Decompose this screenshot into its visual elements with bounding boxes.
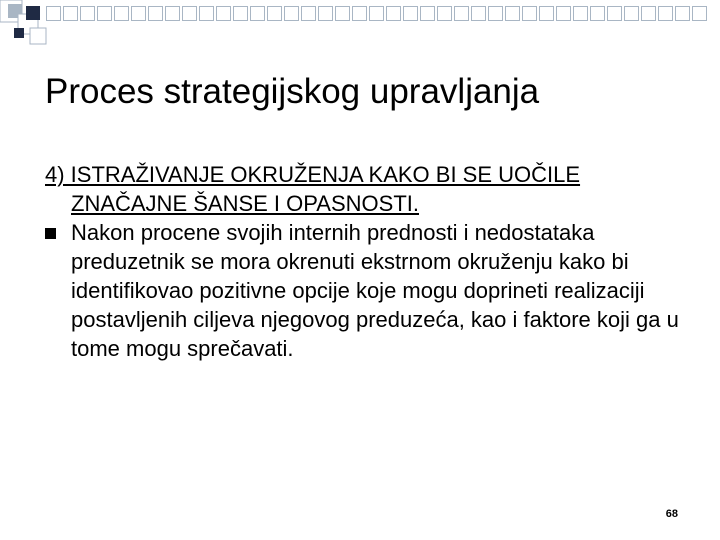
bullet-text: Nakon procene svojih internih prednosti i nedostataka preduzetnik se mora okrenuti ekstrnom okruženju kako bi identifikovao pozitivne opcije koje mogu doprineti realizaciji postavljenih ciljeva njegovog preduzeća, kao i faktore koji ga u tome mogu sprečavati. (71, 220, 679, 361)
decorative-square (641, 6, 656, 21)
decorative-square (471, 6, 486, 21)
decorative-square (420, 6, 435, 21)
decorative-square (165, 6, 180, 21)
decorative-square (369, 6, 384, 21)
slide-title: Proces strategijskog upravljanja (45, 72, 540, 111)
decorative-square (692, 6, 707, 21)
corner-squares-graphic (0, 0, 48, 45)
decorative-square (80, 6, 95, 21)
decorative-square (386, 6, 401, 21)
decorative-square (590, 6, 605, 21)
decorative-square (539, 6, 554, 21)
decorative-square (522, 6, 537, 21)
decorative-square (199, 6, 214, 21)
decorative-square (131, 6, 146, 21)
decorative-square (114, 6, 129, 21)
decorative-square (318, 6, 333, 21)
header-decoration (0, 0, 720, 45)
decorative-square (267, 6, 282, 21)
decorative-square (148, 6, 163, 21)
decorative-square (301, 6, 316, 21)
decorative-square (556, 6, 571, 21)
decorative-square (284, 6, 299, 21)
decorative-square (675, 6, 690, 21)
decorative-square (97, 6, 112, 21)
decorative-square (233, 6, 248, 21)
decorative-square (352, 6, 367, 21)
section-heading: 4) ISTRAŽIVANJE OKRUŽENJA KAKO BI SE UOČILE ZNAČAJNE ŠANSE I OPASNOSTI. (45, 162, 581, 216)
page-number: 68 (665, 508, 678, 520)
decorative-square-strip (46, 6, 707, 21)
decorative-square (403, 6, 418, 21)
decorative-square (624, 6, 639, 21)
decorative-square (182, 6, 197, 21)
decorative-square (607, 6, 622, 21)
decorative-square (454, 6, 469, 21)
decorative-square (46, 6, 61, 21)
decorative-square (63, 6, 78, 21)
decorative-square (250, 6, 265, 21)
decorative-square (335, 6, 350, 21)
slide-body (45, 160, 685, 363)
decorative-square (658, 6, 673, 21)
decorative-square (216, 6, 231, 21)
decorative-square (488, 6, 503, 21)
decorative-square (505, 6, 520, 21)
decorative-square (573, 6, 588, 21)
square-bullet-icon (45, 228, 56, 239)
decorative-square (437, 6, 452, 21)
bullet-item (45, 218, 685, 363)
